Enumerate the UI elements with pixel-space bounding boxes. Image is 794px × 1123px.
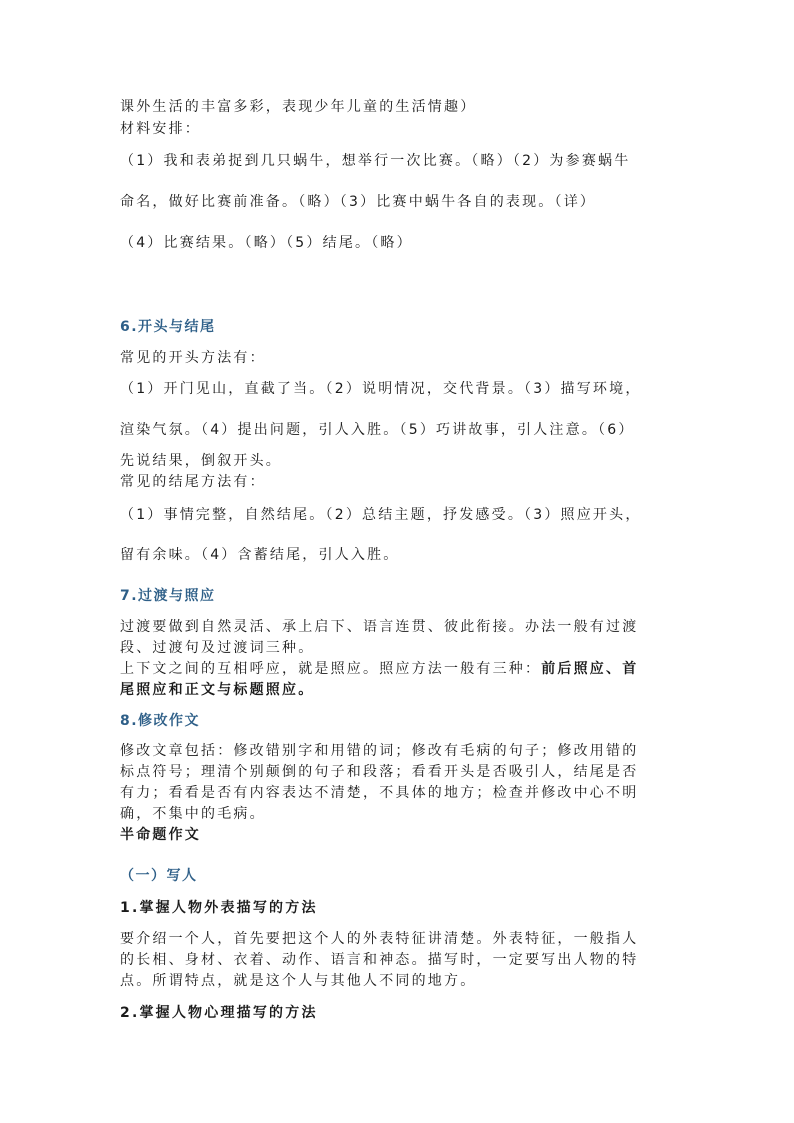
section-heading: 6.开头与结尾: [120, 319, 216, 335]
text-line: 要介绍一个人，首先要把这个人的外表特征讲清楚。外表特征，一般指人: [120, 931, 639, 947]
text-line: 标点符号；理清个别颠倒的句子和段落；看看开头是否吸引人，结尾是否: [120, 764, 639, 780]
bold-text: 尾照应和正文与标题照应。: [120, 682, 315, 698]
subheading: 2.掌握人物心理描写的方法: [120, 1005, 318, 1021]
text-line: （1）我和表弟捉到几只蜗牛，想举行一次比赛。（略）（2）为参赛蜗牛: [120, 153, 631, 169]
text-line: 命名，做好比赛前准备。（略）（3）比赛中蜗牛各自的表现。（详）: [120, 194, 597, 210]
text-line: 修改文章包括：修改错别字和用错的词；修改有毛病的句子；修改用错的: [120, 743, 639, 759]
text-line: 常见的开头方法有：: [120, 350, 266, 366]
text-line: 常见的结尾方法有：: [120, 474, 266, 490]
text-line: [120, 660, 638, 678]
section-heading: 7.过渡与照应: [120, 588, 216, 604]
text-line: 点。所谓特点，就是这个人与其他人不同的地方。: [120, 973, 477, 989]
section-heading: （一）写人: [120, 868, 198, 884]
text-line: 渲染气氛。（4）提出问题，引人入胜。（5）巧讲故事，引人注意。（6）: [120, 422, 635, 438]
text-line: 段、过渡句及过渡词三种。: [120, 640, 315, 656]
section-title: 半命题作文: [120, 827, 201, 843]
subheading: 1.掌握人物外表描写的方法: [120, 900, 318, 916]
text-line: 有力；看看是否有内容表达不清楚，不具体的地方；检查并修改中心不明: [120, 785, 639, 801]
bold-text: 前后照应、首: [541, 661, 639, 677]
text-span: 上下文之间的互相呼应，就是照应。照应方法一般有三种：: [120, 661, 542, 677]
text-line: 留有余味。（4）含蓄结尾，引人入胜。: [120, 547, 400, 563]
text-line: 的长相、身材、衣着、动作、语言和神态。描写时，一定要写出人物的特: [120, 952, 639, 968]
text-line: 确，不集中的毛病。: [120, 806, 266, 822]
text-line: （1）开门见山，直截了当。（2）说明情况，交代背景。（3）描写环境，: [120, 381, 642, 397]
text-line: 课外生活的丰富多彩，表现少年儿童的生活情趣）: [120, 99, 477, 115]
text-line: 先说结果，倒叙开头。: [120, 453, 282, 469]
text-line: （1）事情完整，自然结尾。（2）总结主题，抒发感受。（3）照应开头，: [120, 507, 642, 523]
text-line: 材料安排：: [120, 121, 201, 137]
text-line: 过渡要做到自然灵活、承上启下、语言连贯、彼此衔接。办法一般有过渡: [120, 619, 639, 635]
section-heading: 8.修改作文: [120, 713, 201, 729]
text-line: （4）比赛结果。（略）（5）结尾。（略）: [120, 235, 413, 251]
